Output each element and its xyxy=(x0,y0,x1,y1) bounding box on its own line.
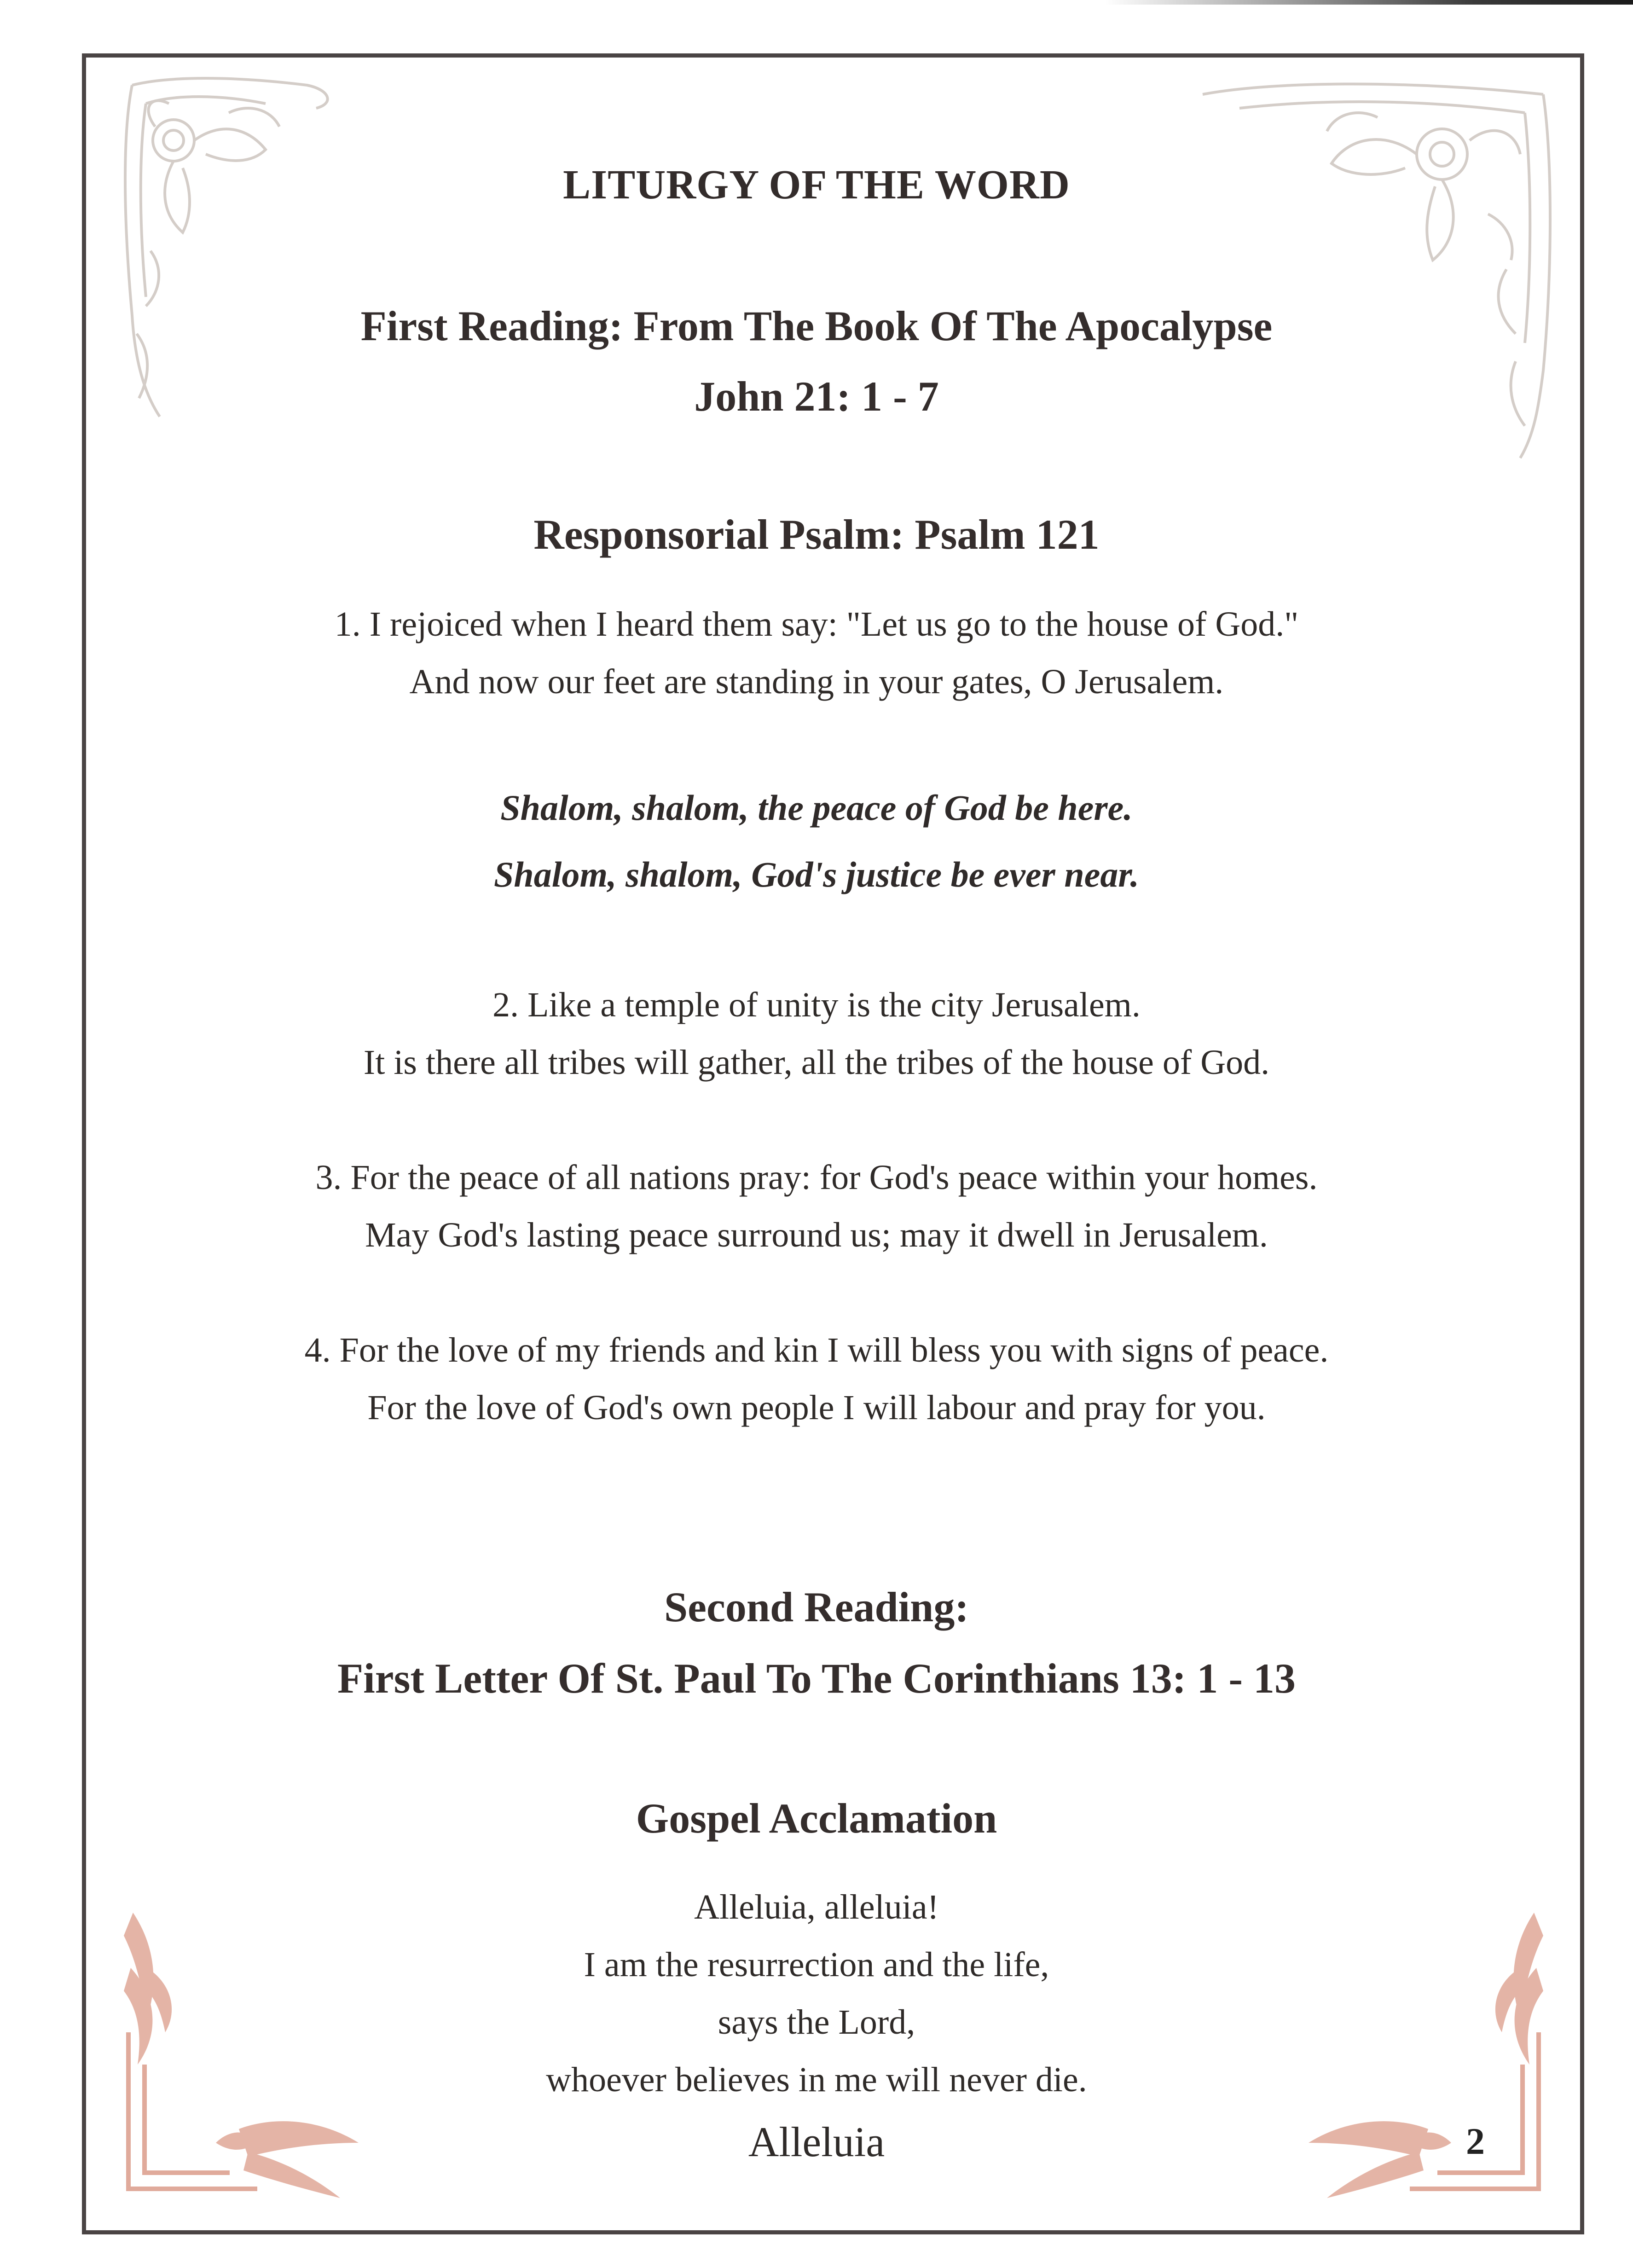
acclamation-line-3: says the Lord, xyxy=(718,2003,915,2042)
scan-top-edge xyxy=(1105,0,1633,5)
page-title: LITURGY OF THE WORD xyxy=(563,162,1070,208)
acclamation-line-2: I am the resurrection and the life, xyxy=(584,1945,1049,1984)
psalm-verse-4-line-2: For the love of God's own people I will labour and pray for you. xyxy=(367,1388,1266,1427)
second-reading-heading: Second Reading: xyxy=(664,1584,969,1630)
psalm-refrain-line-2: Shalom, shalom, God's justice be ever near. xyxy=(494,854,1139,894)
acclamation-closing: Alleluia xyxy=(748,2118,885,2165)
first-reading-reference: John 21: 1 - 7 xyxy=(694,373,939,420)
gospel-acclamation-heading: Gospel Acclamation xyxy=(636,1795,997,1842)
acclamation-line-4: whoever believes in me will never die. xyxy=(546,2060,1087,2099)
psalm-verse-3-line-2: May God's lasting peace surround us; may it dwell in Jerusalem. xyxy=(365,1216,1268,1254)
psalm-verse-3-line-1: 3. For the peace of all nations pray: for God's peace within your homes. xyxy=(315,1158,1318,1197)
first-reading-heading: First Reading: From The Book Of The Apocalypse xyxy=(360,302,1273,349)
psalm-verse-2-line-2: It is there all tribes will gather, all the tribes of the house of God. xyxy=(363,1043,1270,1082)
psalm-verse-4-line-1: 4. For the love of my friends and kin I will bless you with signs of peace. xyxy=(304,1331,1329,1369)
psalm-heading: Responsorial Psalm: Psalm 121 xyxy=(533,511,1100,558)
psalm-verse-1-line-2: And now our feet are standing in your gates, O Jerusalem. xyxy=(409,662,1224,701)
page-number: 2 xyxy=(1466,2120,1485,2162)
psalm-refrain-line-1: Shalom, shalom, the peace of God be here. xyxy=(500,788,1133,828)
second-reading-reference: First Letter Of St. Paul To The Corinthians 13: 1 - 13 xyxy=(337,1655,1296,1702)
acclamation-line-1: Alleluia, alleluia! xyxy=(694,1888,939,1926)
psalm-verse-2-line-1: 2. Like a temple of unity is the city Jerusalem. xyxy=(492,986,1141,1024)
psalm-verse-1-line-1: 1. I rejoiced when I heard them say: "Let us go to the house of God." xyxy=(334,605,1299,644)
